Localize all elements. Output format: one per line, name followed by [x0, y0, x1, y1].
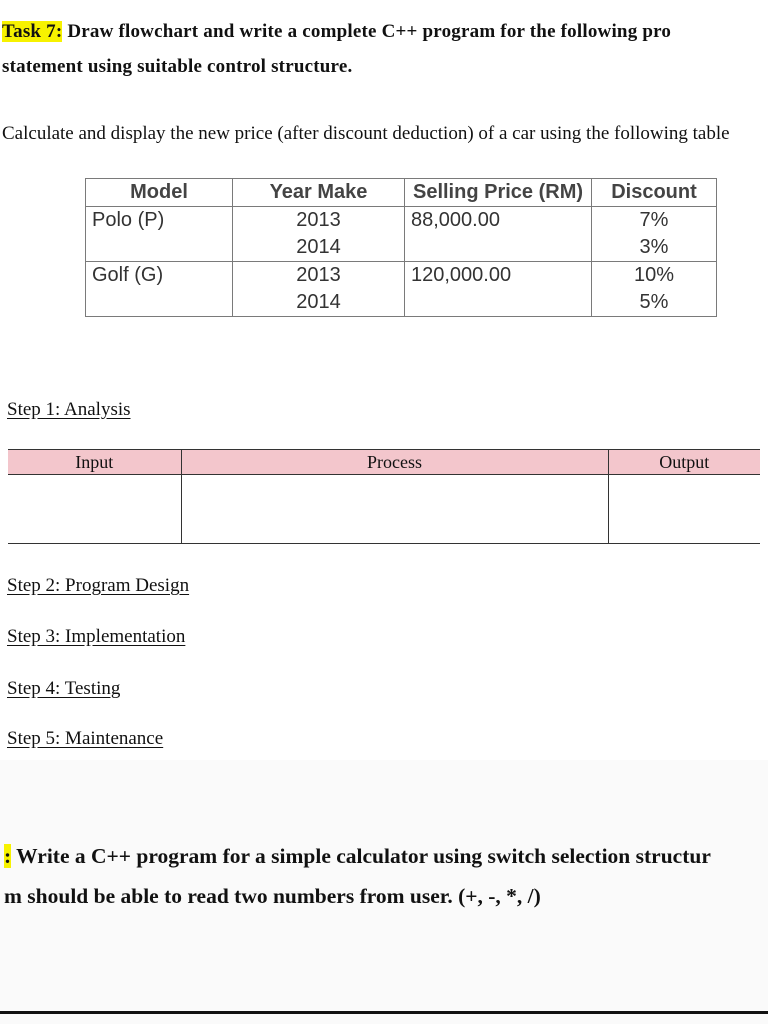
year-value: 2013 [296, 264, 341, 286]
bottom-rule [0, 1011, 768, 1014]
next-task-text: Write a C++ program for a simple calculator using switch selection structur [11, 844, 711, 868]
discount-value: 3% [639, 236, 669, 258]
table-row [86, 262, 717, 317]
problem-description: Calculate and display the new price (after discount deduction) of a car using the following table [2, 123, 730, 144]
year-value: 2014 [296, 236, 341, 258]
task-heading-line2: statement using suitable control structure. [2, 56, 353, 77]
task-heading-line1 [2, 21, 671, 43]
ipo-header-process: Process [181, 450, 608, 475]
task-label: Task 7 [2, 21, 56, 42]
discount-value: 10% [633, 264, 675, 286]
step-implementation: Step 3: Implementation [7, 626, 186, 647]
header-discount: Discount [592, 179, 717, 207]
table-header-row [86, 179, 717, 207]
year-value: 2013 [296, 209, 341, 231]
discount-value: 5% [639, 291, 669, 313]
next-task-line2: m should be able to read two numbers from user. (+, -, *, /) [4, 884, 541, 908]
ipo-body-row [8, 475, 760, 544]
cell-model: Golf (G) [86, 262, 233, 317]
step-testing: Step 4: Testing [7, 678, 121, 699]
step-analysis: Step 1: Analysis [7, 399, 131, 420]
cell-years [233, 262, 405, 317]
cell-price: 120,000.00 [405, 262, 592, 317]
next-task-colon: : [4, 844, 12, 868]
step-program-design: Step 2: Program Design [7, 575, 190, 596]
cell-discounts [592, 262, 717, 317]
ipo-process-cell [181, 475, 608, 544]
discount-value: 7% [639, 209, 669, 231]
header-year-make: Year Make [233, 179, 405, 207]
cell-model: Polo (P) [86, 207, 233, 262]
ipo-input-cell [8, 475, 181, 544]
header-selling-price: Selling Price (RM) [405, 179, 592, 207]
cell-price: 88,000.00 [405, 207, 592, 262]
car-price-table [85, 178, 717, 317]
year-value: 2014 [296, 291, 341, 313]
ipo-header-row [8, 450, 760, 475]
next-task-line1 [4, 844, 711, 869]
ipo-header-output: Output [608, 450, 760, 475]
cell-years [233, 207, 405, 262]
ipo-table [8, 449, 760, 544]
step-maintenance: Step 5: Maintenance [7, 728, 164, 749]
cell-discounts [592, 207, 717, 262]
ipo-header-input: Input [8, 450, 181, 475]
task-text: Draw flowchart and write a complete C++ program for the following pro [62, 21, 672, 42]
task-colon: : [55, 21, 63, 42]
ipo-output-cell [608, 475, 760, 544]
table-row [86, 207, 717, 262]
header-model: Model [86, 179, 233, 207]
